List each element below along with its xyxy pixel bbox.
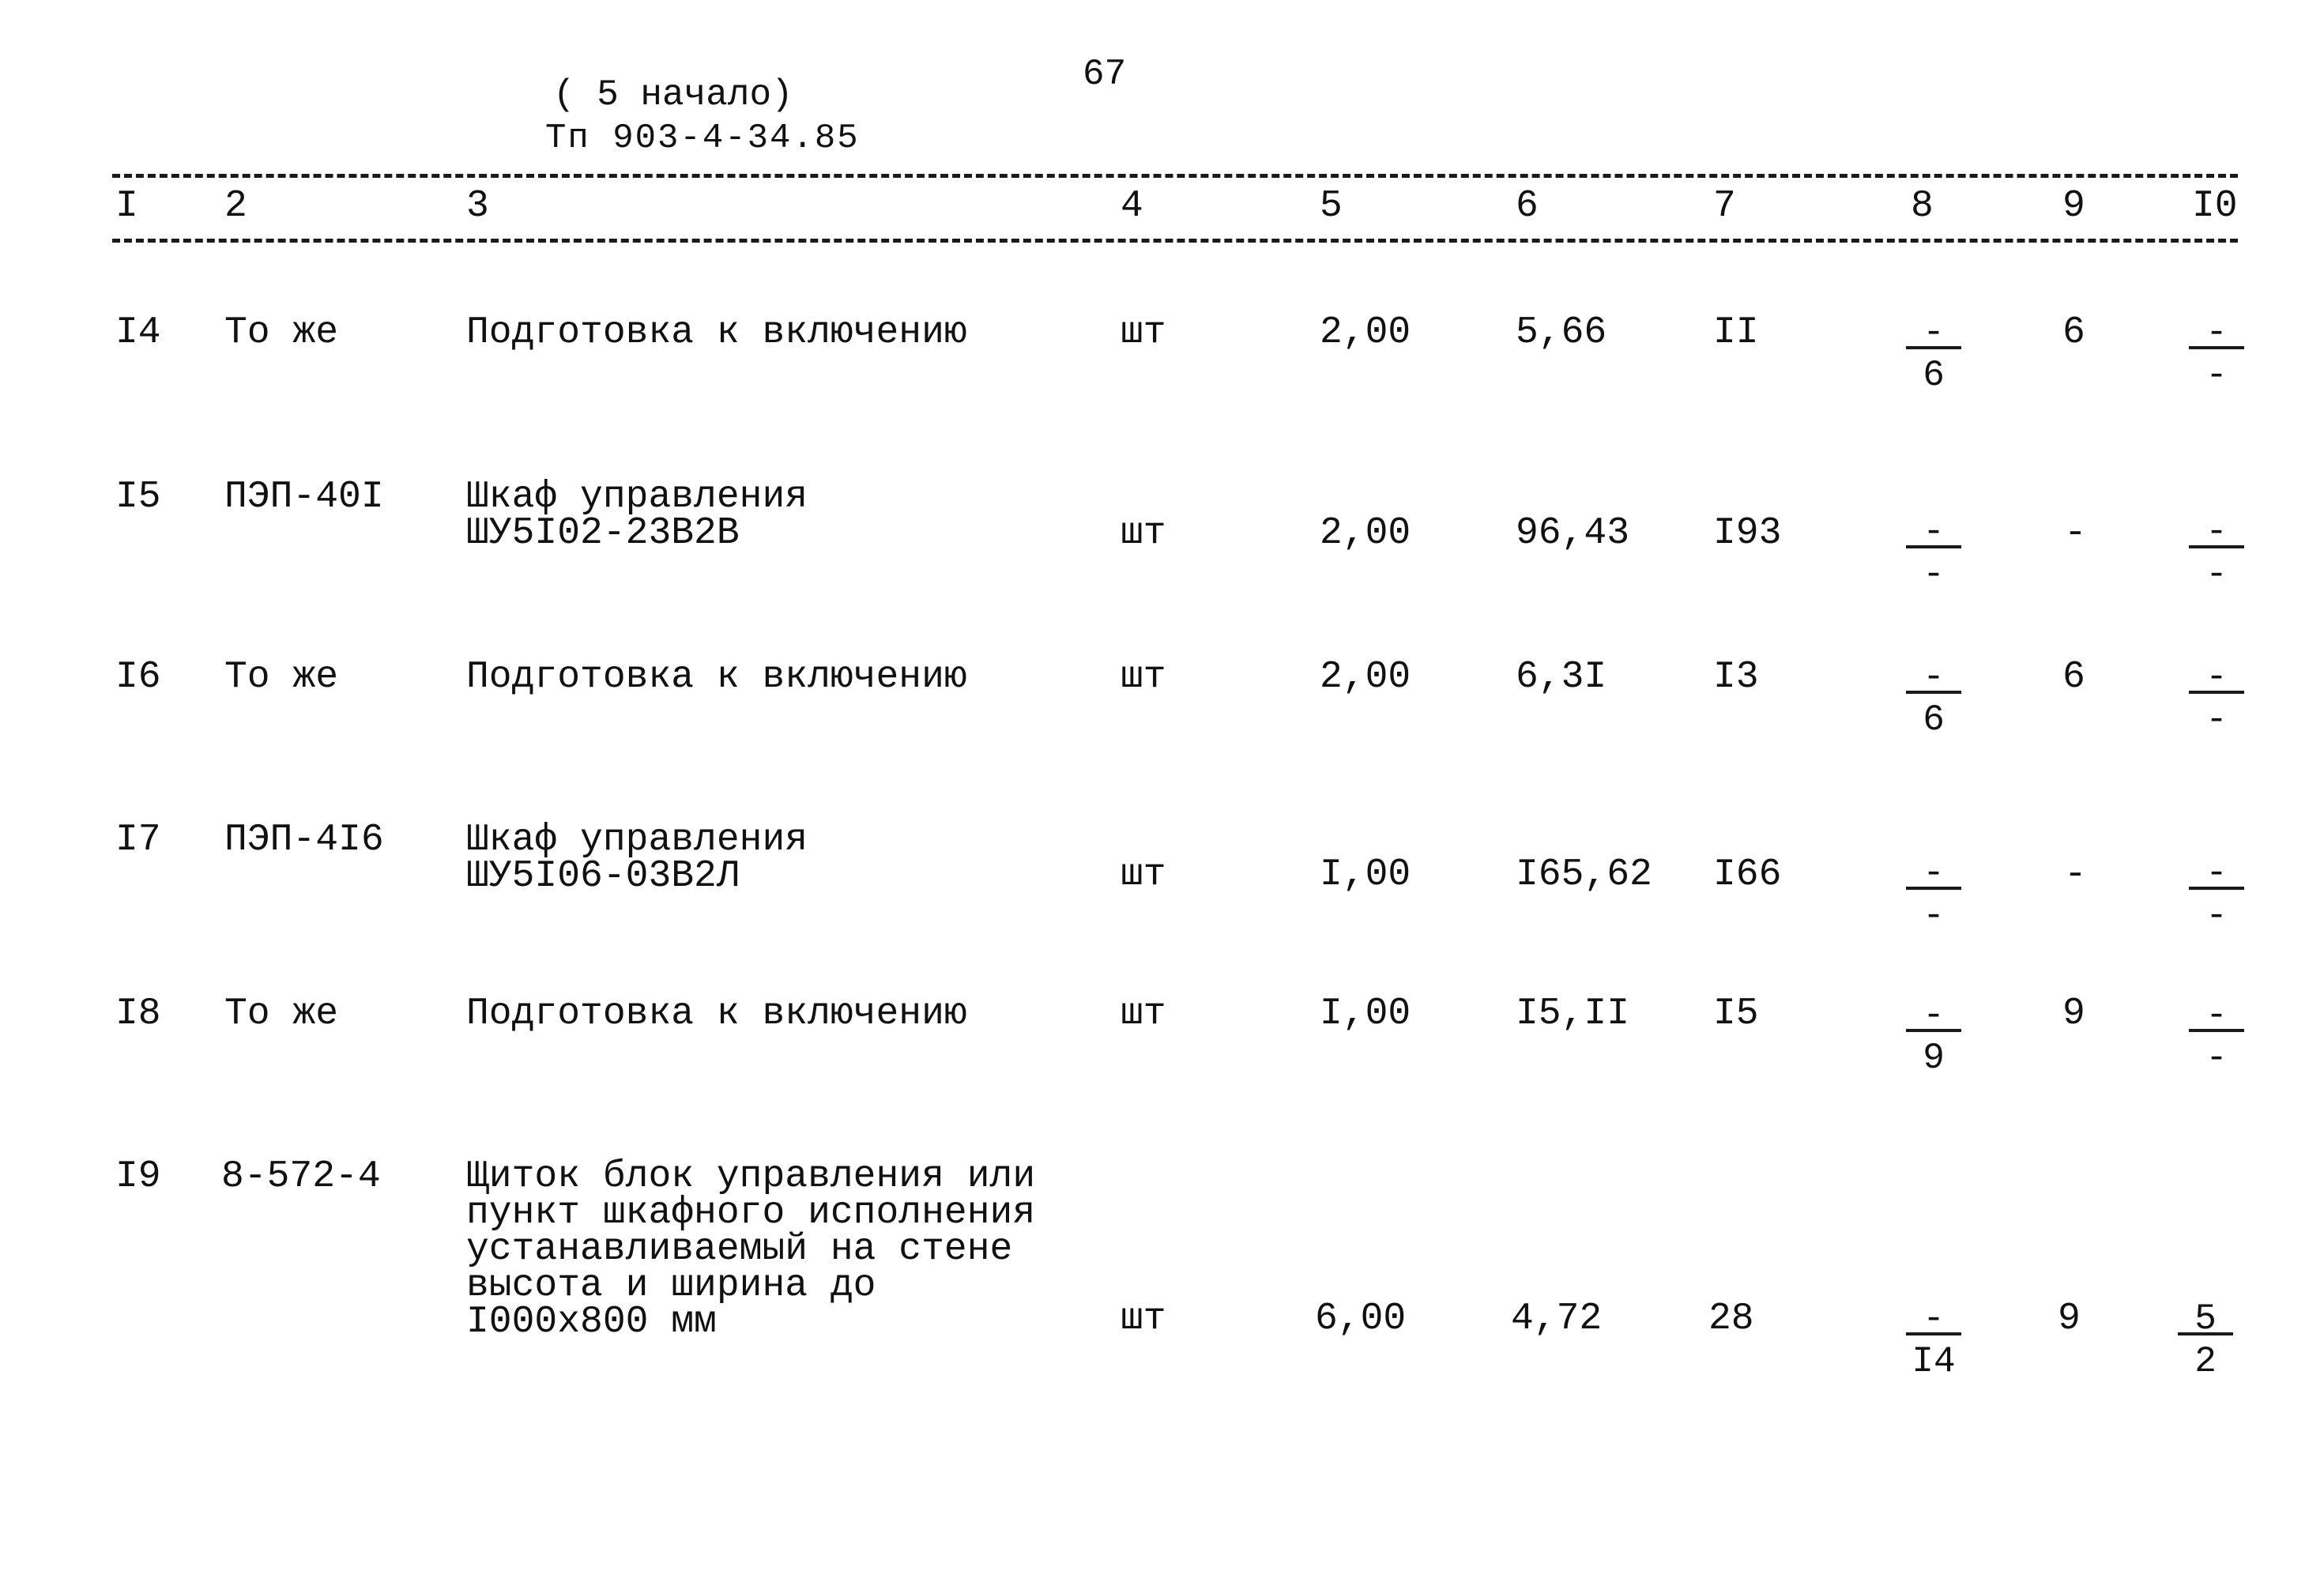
- total-cost: I5: [1713, 993, 1759, 1035]
- col10-fraction: [2189, 855, 2244, 934]
- col9-value: 9: [2058, 1298, 2081, 1340]
- col8-denominator: I4: [1912, 1341, 1956, 1382]
- column-header: 2: [224, 185, 247, 228]
- work-description: Подготовка к включению: [466, 311, 967, 354]
- col9-value: 6: [2062, 656, 2085, 699]
- col10-denominator: 2: [2194, 1341, 2217, 1382]
- col10-numerator: -: [2205, 657, 2228, 698]
- col8-numerator: -: [1923, 312, 1945, 353]
- col9-value: -: [2064, 512, 2087, 555]
- unit: шт: [1121, 1298, 1166, 1340]
- unit-cost: I5,II: [1516, 993, 1630, 1035]
- col8-denominator: 6: [1923, 699, 1945, 740]
- column-header: I: [115, 185, 138, 228]
- unit-cost: 5,66: [1516, 311, 1607, 354]
- col8-denominator: 6: [1923, 355, 1945, 396]
- total-cost: I3: [1713, 656, 1759, 699]
- column-header: 6: [1516, 185, 1539, 228]
- column-header: 8: [1911, 185, 1934, 228]
- unit: шт: [1121, 656, 1166, 699]
- col8-denominator: -: [1923, 895, 1945, 936]
- row-number: I6: [115, 656, 161, 699]
- col10-numerator: -: [2205, 995, 2228, 1036]
- header-top-divider: [112, 174, 2238, 178]
- sheet-continuation-note: ( 5 начало): [553, 74, 793, 115]
- col10-numerator: -: [2205, 312, 2228, 353]
- unit-cost: 96,43: [1516, 512, 1630, 555]
- col10-numerator: -: [2205, 853, 2228, 894]
- total-cost: I93: [1713, 512, 1782, 555]
- page-number: 67: [1083, 54, 1127, 95]
- col10-fraction: [2189, 312, 2244, 396]
- col8-numerator: -: [1923, 995, 1945, 1036]
- col8-fraction: [1906, 312, 1961, 396]
- quantity: 2,00: [1320, 512, 1411, 555]
- total-cost: II: [1713, 311, 1759, 354]
- col8-fraction: [1906, 855, 1961, 934]
- total-cost: 28: [1708, 1298, 1754, 1340]
- unit: шт: [1121, 853, 1166, 896]
- rate-code: ПЭП-4I6: [224, 819, 384, 861]
- col10-fraction: [2178, 1298, 2233, 1382]
- unit: шт: [1121, 993, 1166, 1035]
- col8-numerator: -: [1923, 657, 1945, 698]
- unit-cost: 6,3I: [1516, 656, 1607, 699]
- unit: шт: [1121, 311, 1166, 354]
- row-number: I4: [115, 311, 161, 354]
- work-description: Шкаф управления ШУ5I06-03В2Л: [466, 819, 808, 898]
- work-description: Щиток блок управления или пункт шкафного исполнения устанавливаемый на стене высота и ширина до I000х800 мм: [466, 1155, 1036, 1343]
- column-header: 3: [466, 185, 489, 228]
- col8-numerator: -: [1923, 511, 1945, 552]
- col10-denominator: -: [2205, 1038, 2228, 1079]
- unit-cost: 4,72: [1511, 1298, 1603, 1340]
- col10-denominator: -: [2205, 355, 2228, 396]
- quantity: 2,00: [1320, 311, 1411, 354]
- row-number: I7: [115, 819, 161, 861]
- col8-fraction: [1906, 659, 1961, 738]
- quantity: 2,00: [1320, 656, 1411, 699]
- column-header: 4: [1121, 185, 1143, 228]
- rate-code: 8-572-4: [221, 1155, 381, 1198]
- col8-numerator: -: [1923, 1298, 1945, 1339]
- document-code: Тп 903-4-34.85: [545, 119, 860, 158]
- work-description: Шкаф управления ШУ5I02-23В2В: [466, 476, 808, 555]
- col10-fraction: [2189, 511, 2244, 595]
- rate-code: ПЭП-40I: [224, 476, 384, 518]
- col10-denominator: -: [2205, 554, 2228, 595]
- col8-fraction: [1906, 995, 1961, 1079]
- total-cost: I66: [1713, 853, 1782, 896]
- row-number: I9: [115, 1155, 161, 1198]
- col8-numerator: -: [1923, 853, 1945, 894]
- col10-numerator: -: [2205, 511, 2228, 552]
- column-header: I0: [2192, 185, 2238, 228]
- col10-denominator: -: [2205, 895, 2228, 936]
- col10-numerator: 5: [2194, 1298, 2217, 1339]
- unit: шт: [1121, 512, 1166, 555]
- quantity: I,00: [1320, 853, 1411, 896]
- quantity: 6,00: [1315, 1298, 1407, 1340]
- header-bottom-divider: [112, 239, 2238, 243]
- column-header: 9: [2062, 185, 2085, 228]
- quantity: I,00: [1320, 993, 1411, 1035]
- col8-denominator: -: [1923, 554, 1945, 595]
- col8-fraction: [1906, 1298, 1961, 1382]
- col10-denominator: -: [2205, 699, 2228, 740]
- unit-cost: I65,62: [1516, 853, 1652, 896]
- col9-value: -: [2064, 853, 2087, 896]
- col10-fraction: [2189, 659, 2244, 738]
- col8-fraction: [1906, 511, 1961, 595]
- work-description: Подготовка к включению: [466, 993, 967, 1035]
- rate-code: То же: [224, 993, 339, 1035]
- rate-code: То же: [224, 656, 339, 699]
- column-header: 7: [1713, 185, 1736, 228]
- col10-fraction: [2189, 995, 2244, 1079]
- col8-denominator: 9: [1923, 1038, 1945, 1079]
- work-description: Подготовка к включению: [466, 656, 967, 699]
- row-number: I8: [115, 993, 161, 1035]
- col9-value: 9: [2062, 993, 2085, 1035]
- col9-value: 6: [2062, 311, 2085, 354]
- row-number: I5: [115, 476, 161, 518]
- rate-code: То же: [224, 311, 339, 354]
- column-header: 5: [1320, 185, 1343, 228]
